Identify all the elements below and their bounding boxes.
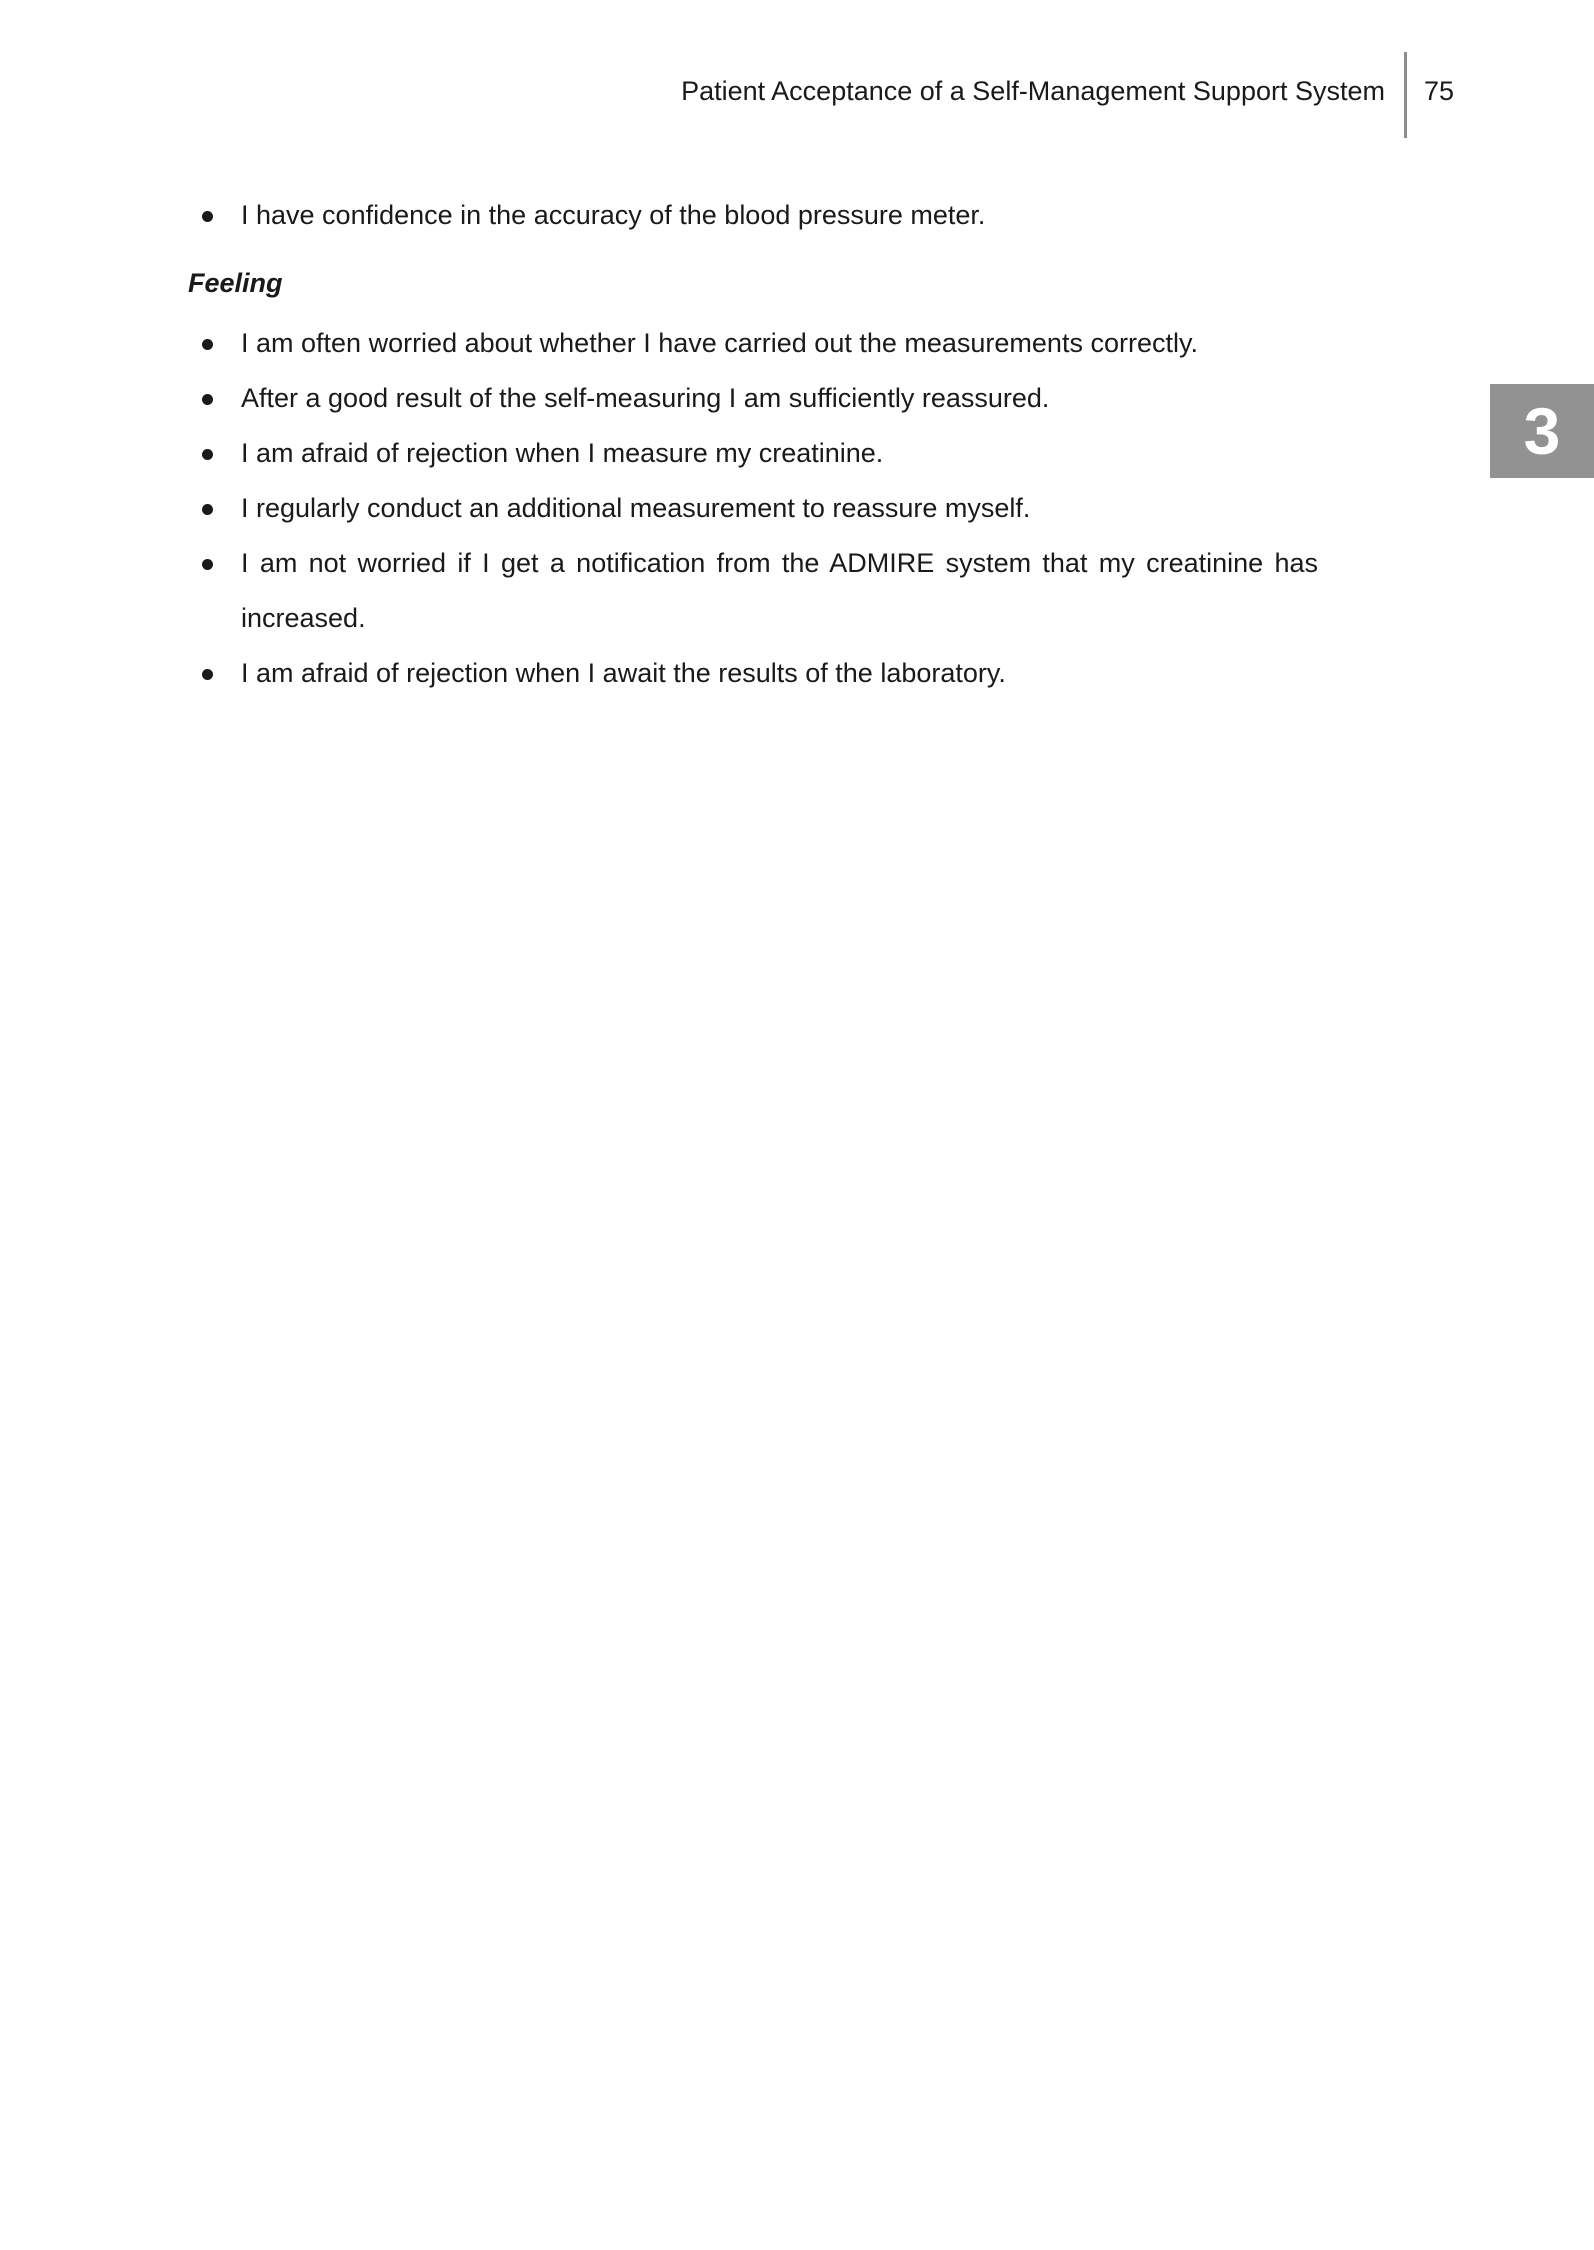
section-heading-feeling: Feeling xyxy=(188,268,283,298)
list-item-text: I am afraid of rejection when I measure my creatinine. xyxy=(241,438,884,468)
list-item xyxy=(188,646,1318,701)
bullet-icon xyxy=(202,504,213,515)
running-header xyxy=(0,52,1594,138)
page-body xyxy=(188,188,1318,701)
list-item-text: I regularly conduct an additional measurement to reassure myself. xyxy=(241,493,1031,523)
running-title: Patient Acceptance of a Self-Management Support System xyxy=(681,76,1385,106)
bullet-icon xyxy=(202,339,213,350)
list-item-text: I am not worried if I get a notification from the ADMIRE system that my creatinine has increased. xyxy=(241,548,1318,633)
intro-list xyxy=(188,188,1318,243)
bullet-icon xyxy=(202,211,213,222)
list-item-text: I have confidence in the accuracy of the blood pressure meter. xyxy=(241,200,986,230)
list-item xyxy=(188,481,1318,536)
list-item-text: After a good result of the self-measuring I am sufficiently reassured. xyxy=(241,383,1050,413)
chapter-tab: 3 xyxy=(1490,384,1594,478)
list-item xyxy=(188,371,1318,426)
list-item-text: I am often worried about whether I have carried out the measurements correctly. xyxy=(241,328,1198,358)
bullet-icon xyxy=(202,559,213,570)
feeling-list xyxy=(188,316,1318,701)
list-item-text: I am afraid of rejection when I await the results of the laboratory. xyxy=(241,658,1006,688)
page-number: 75 xyxy=(1424,76,1455,106)
list-item xyxy=(188,316,1318,371)
bullet-icon xyxy=(202,449,213,460)
list-item xyxy=(188,536,1318,646)
list-item xyxy=(188,426,1318,481)
list-item xyxy=(188,188,1318,243)
bullet-icon xyxy=(202,669,213,680)
bullet-icon xyxy=(202,394,213,405)
header-divider xyxy=(1404,52,1407,138)
